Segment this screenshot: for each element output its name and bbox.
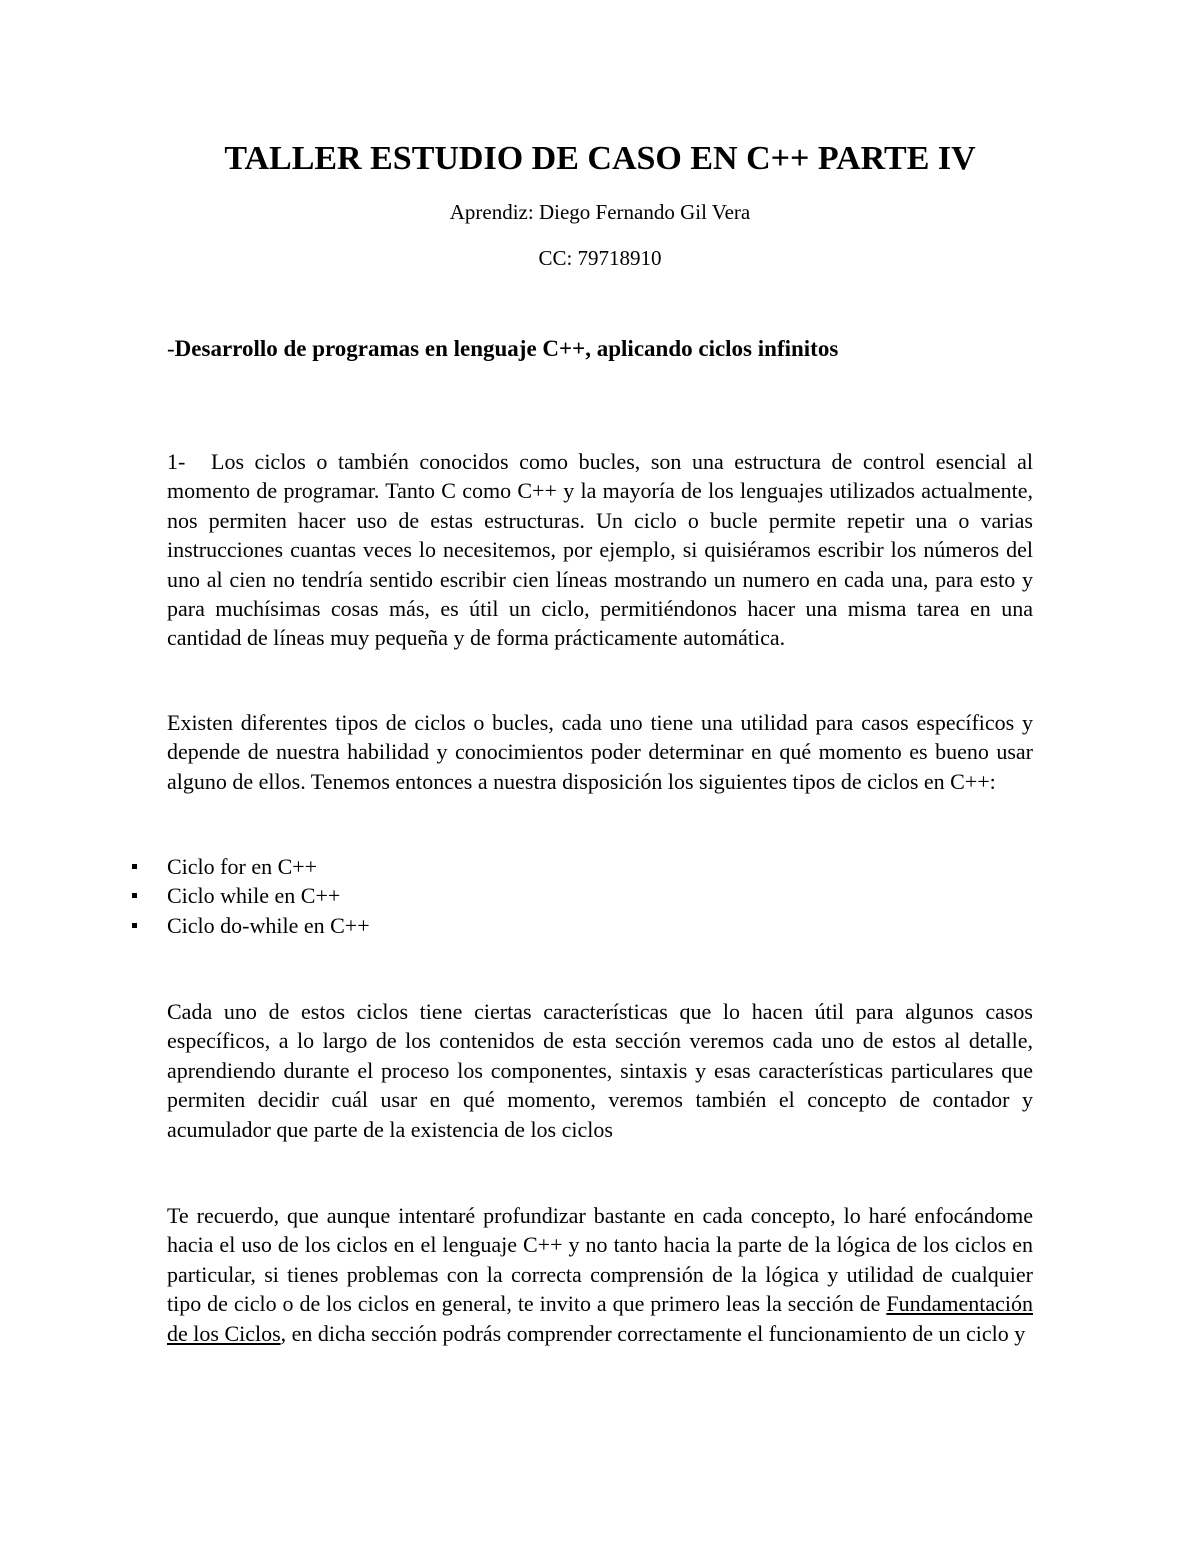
author-line: Aprendiz: Diego Fernando Gil Vera bbox=[449, 200, 751, 224]
paragraph-2: Existen diferentes tipos de ciclos o bucles, cada uno tiene una utilidad para casos específicos y depende de nuestra habilidad y conocimientos poder determinar en qué momento es bueno usar alguno de ellos. Tenemos entonces a nuestra disposición los siguientes tipos de ciclos en C++: bbox=[167, 710, 1033, 794]
section-subtitle bbox=[167, 336, 838, 362]
paragraph-1-text: Los ciclos o también conocidos como bucles, son una estructura de control esencial al momento de programar. Tanto C como C++ y la mayoría de los lenguajes utilizados actualmente, nos permiten hacer uso de estas estructuras. Un ciclo o bucle permite repetir una o varias instrucciones cuantas veces lo necesitemos, por ejemplo, si quisiéramos escribir los números del uno al cien no tendría sentido escribir cien líneas mostrando un numero en cada una, para esto y para muchísimas cosas más, es útil un ciclo, permitiéndonos hacer una misma tarea en una cantidad de líneas muy pequeña y de forma prácticamente automática. bbox=[167, 449, 1033, 651]
paragraph-4-text-end: , en dicha sección podrás comprender correctamente el funcionamiento de un ciclo y bbox=[280, 1320, 1026, 1346]
cc-line: CC: 79718910 bbox=[538, 246, 662, 270]
list-item bbox=[126, 881, 370, 910]
square-bullet-icon bbox=[132, 864, 137, 869]
subtitle-dash: - bbox=[167, 336, 175, 361]
paragraph-4-text-start: Te recuerdo, que aunque intentaré profundizar bastante en cada concepto, lo haré enfocándome hacia el uso de los ciclos en el lenguaje C++ y no tanto hacia la parte de la lógica de los ciclos en particular, si tienes problemas con la correcta comprensión de la lógica y utilidad de cualquier tipo de ciclo o de los ciclos en general, te invito a que primero leas la sección de bbox=[167, 1203, 1033, 1317]
square-bullet-icon bbox=[132, 893, 137, 898]
list-item-text: Ciclo do-while en C++ bbox=[167, 912, 370, 938]
paragraph-4 bbox=[167, 1201, 1033, 1348]
fundamentacion-ciclos-link[interactable]: Fundamentación de los Ciclos bbox=[167, 1291, 1033, 1346]
list-item-text: Ciclo while en C++ bbox=[167, 883, 341, 909]
cycle-types-list bbox=[126, 852, 370, 940]
square-bullet-icon bbox=[132, 923, 137, 928]
document-title: TALLER ESTUDIO DE CASO EN C++ PARTE IV bbox=[224, 140, 976, 177]
paragraph-1-number: 1- bbox=[167, 449, 186, 474]
list-item bbox=[126, 911, 370, 940]
paragraph-1 bbox=[167, 447, 1033, 653]
paragraph-3: Cada uno de estos ciclos tiene ciertas características que lo hacen útil para algunos casos específicos, a lo largo de los contenidos de esta sección veremos cada uno de estos al detalle, aprendiendo durante el proceso los componentes, sintaxis y esas características particulares que permiten decidir cuál usar en qué momento, veremos también el concepto de contador y acumulador que parte de la existencia de los ciclos bbox=[167, 999, 1033, 1142]
subtitle-text: Desarrollo de programas en lenguaje C++, aplicando ciclos infinitos bbox=[174, 336, 839, 361]
list-item bbox=[126, 852, 370, 881]
list-item-text: Ciclo for en C++ bbox=[167, 854, 318, 879]
